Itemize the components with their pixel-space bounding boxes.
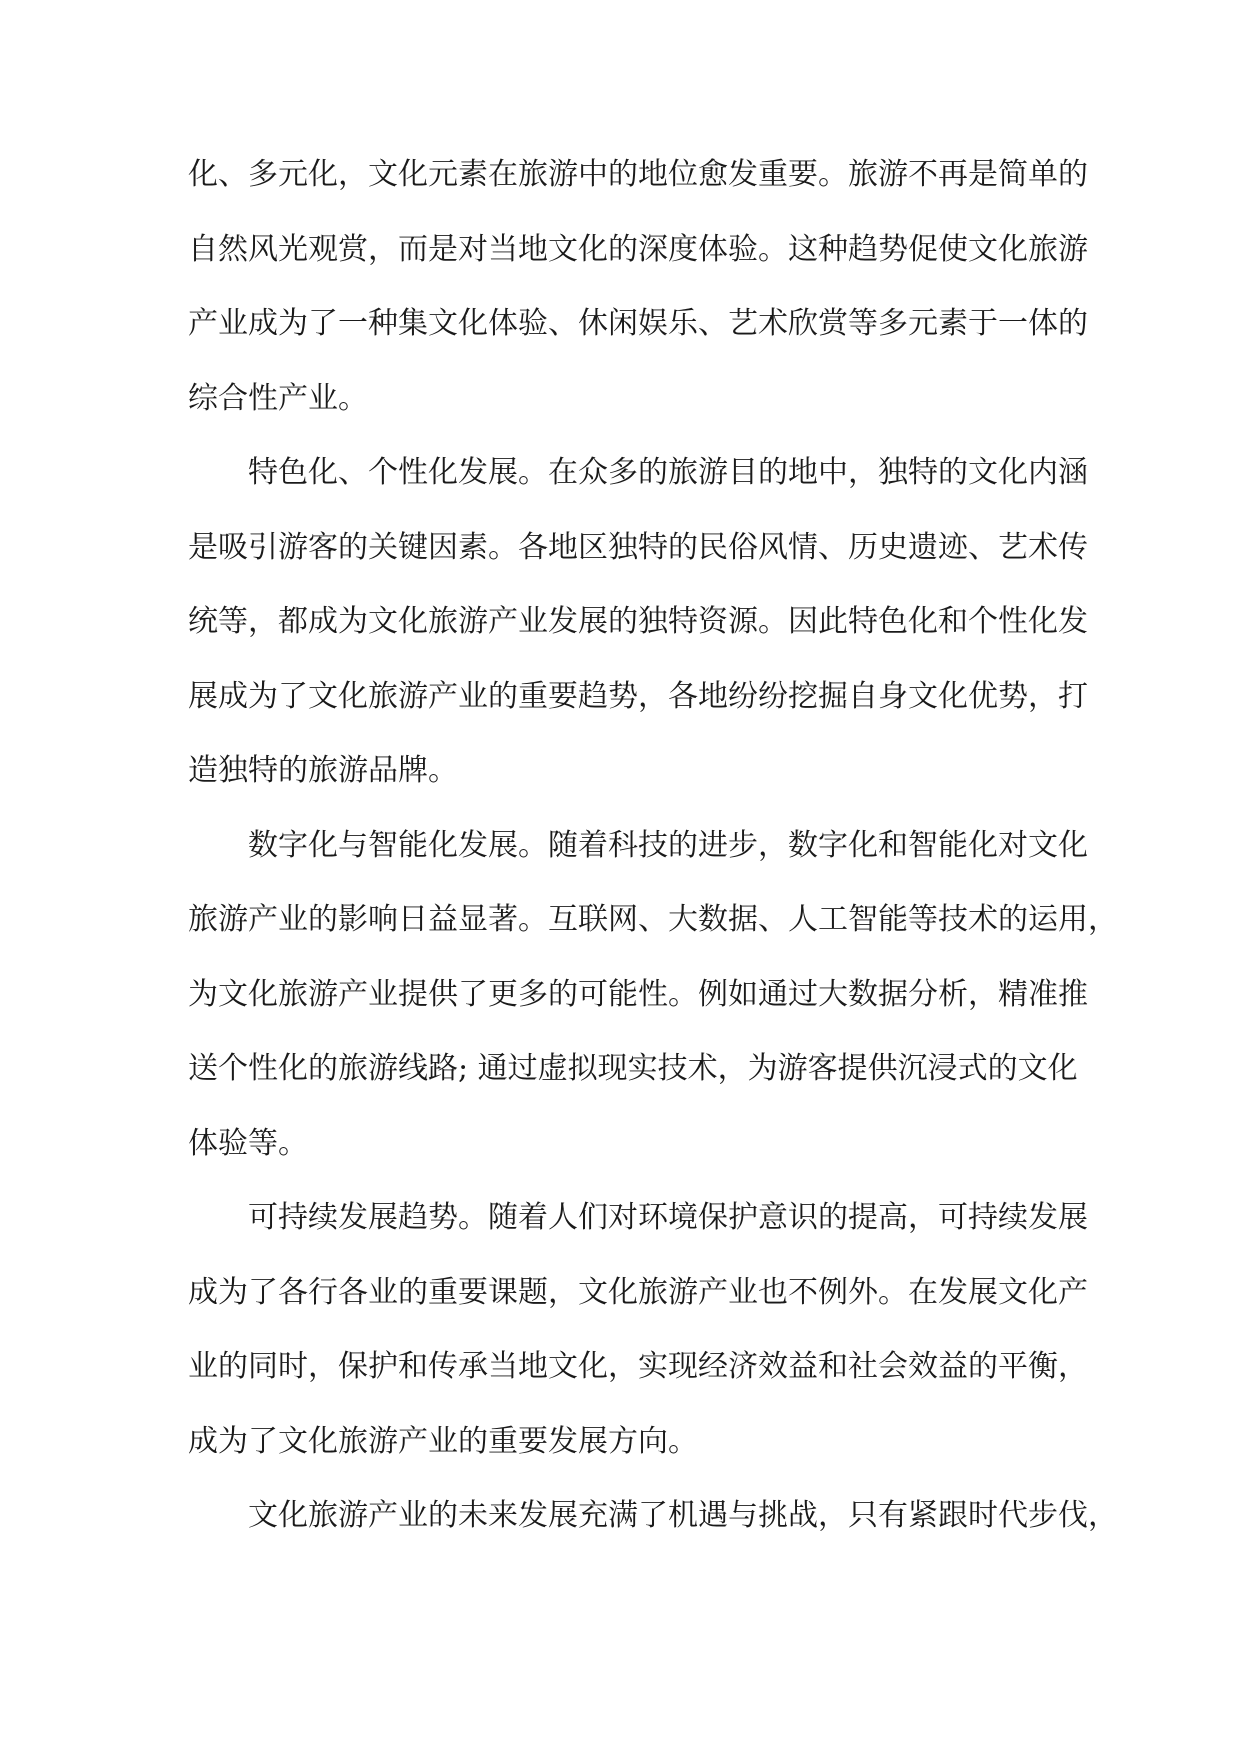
text-line: 业的同时，保护和传承当地文化，实现经济效益和社会效益的平衡， (188, 1349, 1088, 1384)
text-line: 数字化与智能化发展。随着科技的进步，数字化和智能化对文化 (248, 827, 1088, 863)
paragraph-5 (188, 1479, 1118, 1554)
paragraph-1 (188, 138, 1088, 436)
text-line: 成为了各行各业的重要课题，文化旅游产业也不例外。在发展文化产 (188, 1274, 1088, 1310)
text-line: 旅游产业的影响日益显著。互联网、大数据、人工智能等技术的运用， (188, 902, 1118, 937)
text-line: 成为了文化旅游产业的重要发展方向。 (188, 1423, 698, 1459)
paragraph-4 (188, 1181, 1088, 1479)
text-line: 统等，都成为文化旅游产业发展的独特资源。因此特色化和个性化发 (188, 604, 1088, 639)
text-line: 产业成为了一种集文化体验、休闲娱乐、艺术欣赏等多元素于一体的 (188, 306, 1088, 341)
text-line: 是吸引游客的关键因素。各地区独特的民俗风情、历史遗迹、艺术传 (188, 529, 1088, 565)
text-line: 展成为了文化旅游产业的重要趋势，各地纷纷挖掘自身文化优势，打 (188, 678, 1088, 714)
text-line: 可持续发展趋势。随着人们对环境保护意识的提高，可持续发展 (248, 1200, 1088, 1235)
text-line: 自然风光观赏，而是对当地文化的深度体验。这种趋势促使文化旅游 (188, 231, 1088, 267)
text-line: 综合性产业。 (188, 380, 368, 416)
text-line: 造独特的旅游品牌。 (188, 753, 458, 788)
text-line: 特色化、个性化发展。在众多的旅游目的地中，独特的文化内涵 (248, 455, 1088, 490)
text-line: 文化旅游产业的未来发展充满了机遇与挑战，只有紧跟时代步伐， (248, 1498, 1118, 1533)
paragraph-3 (188, 809, 1118, 1182)
text-line: 体验等。 (188, 1125, 308, 1161)
paragraph-2 (188, 436, 1088, 809)
text-line: 化、多元化，文化元素在旅游中的地位愈发重要。旅游不再是简单的 (188, 157, 1088, 192)
text-line: 为文化旅游产业提供了更多的可能性。例如通过大数据分析，精准推 (188, 976, 1088, 1012)
body-text (188, 138, 1118, 1554)
text-line: 送个性化的旅游线路; 通过虚拟现实技术，为游客提供沉浸式的文化 (188, 1051, 1078, 1086)
